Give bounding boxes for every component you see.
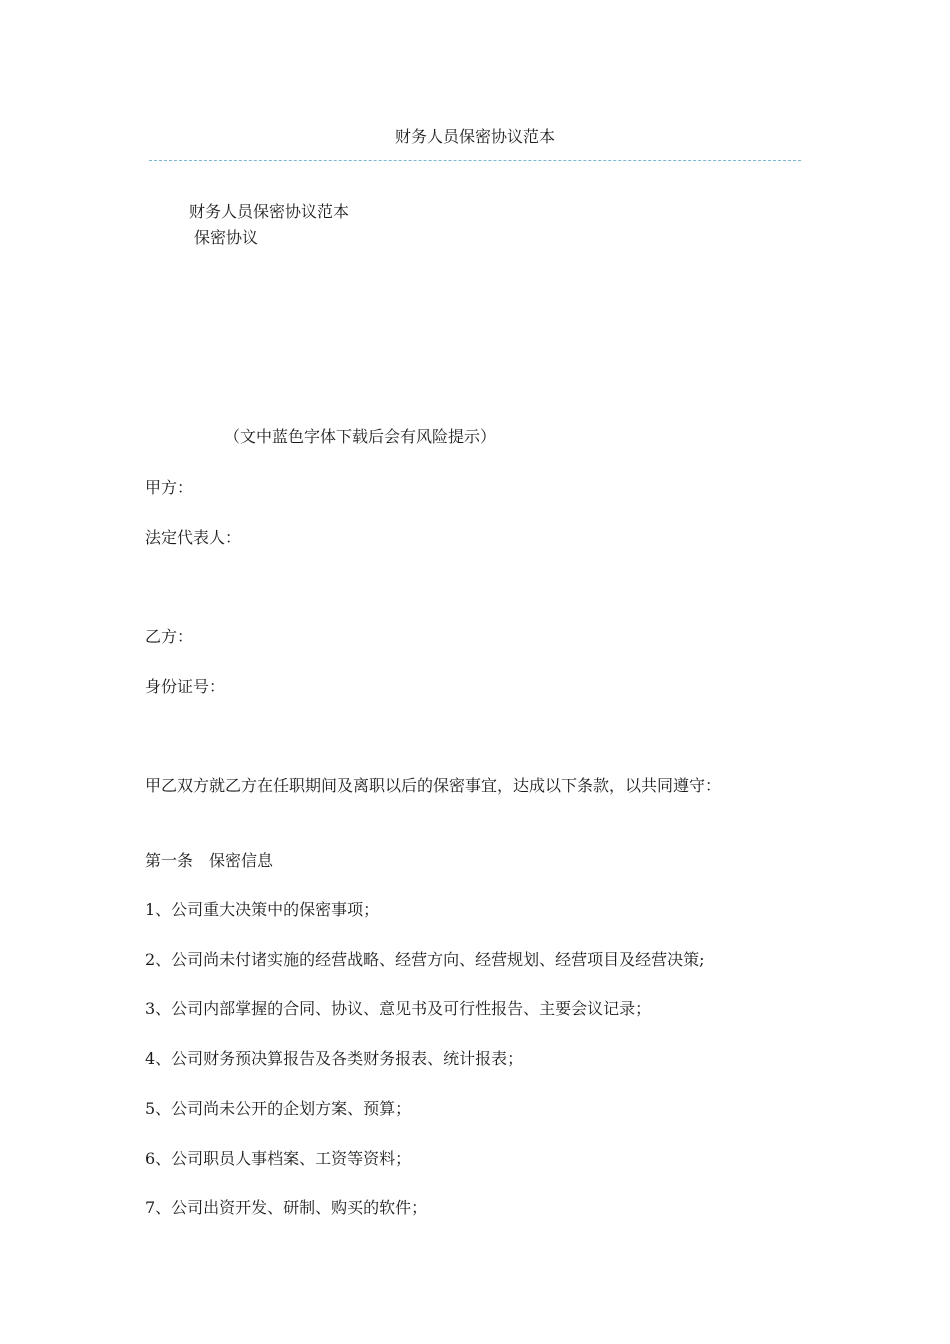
- page-header-title: 财务人员保密协议范本: [394, 127, 555, 146]
- legal-representative-label: 法定代表人：: [145, 528, 242, 547]
- id-number-label: 身份证号：: [145, 677, 226, 696]
- party-a-label: 甲方：: [145, 478, 194, 497]
- list-item: 6、公司职员人事档案、工资等资料；: [145, 1149, 412, 1168]
- article-1-heading: 第一条 保密信息: [145, 851, 274, 870]
- list-item: 7、公司出资开发、研制、购买的软件；: [145, 1198, 428, 1217]
- party-b-label: 乙方：: [145, 627, 194, 646]
- preamble-paragraph: 甲乙双方就乙方在任职期间及离职以后的保密事宜，达成以下条款，以共同遵守：: [145, 776, 722, 795]
- risk-notice: （文中蓝色字体下载后会有风险提示）: [224, 427, 497, 446]
- list-item: 4、公司财务预决算报告及各类财务报表、统计报表；: [145, 1049, 524, 1068]
- list-item: 5、公司尚未公开的企划方案、预算；: [145, 1099, 412, 1118]
- document-title: 财务人员保密协议范本: [189, 202, 350, 221]
- header-divider: [149, 160, 801, 161]
- list-item: 2、公司尚未付诸实施的经营战略、经营方向、经营规划、经营项目及经营决策;: [145, 950, 705, 969]
- document-subtitle: 保密协议: [194, 228, 259, 247]
- list-item: 1、公司重大决策中的保密事项；: [145, 900, 380, 919]
- list-item: 3、公司内部掌握的合同、协议、意见书及可行性报告、主要会议记录；: [145, 999, 652, 1018]
